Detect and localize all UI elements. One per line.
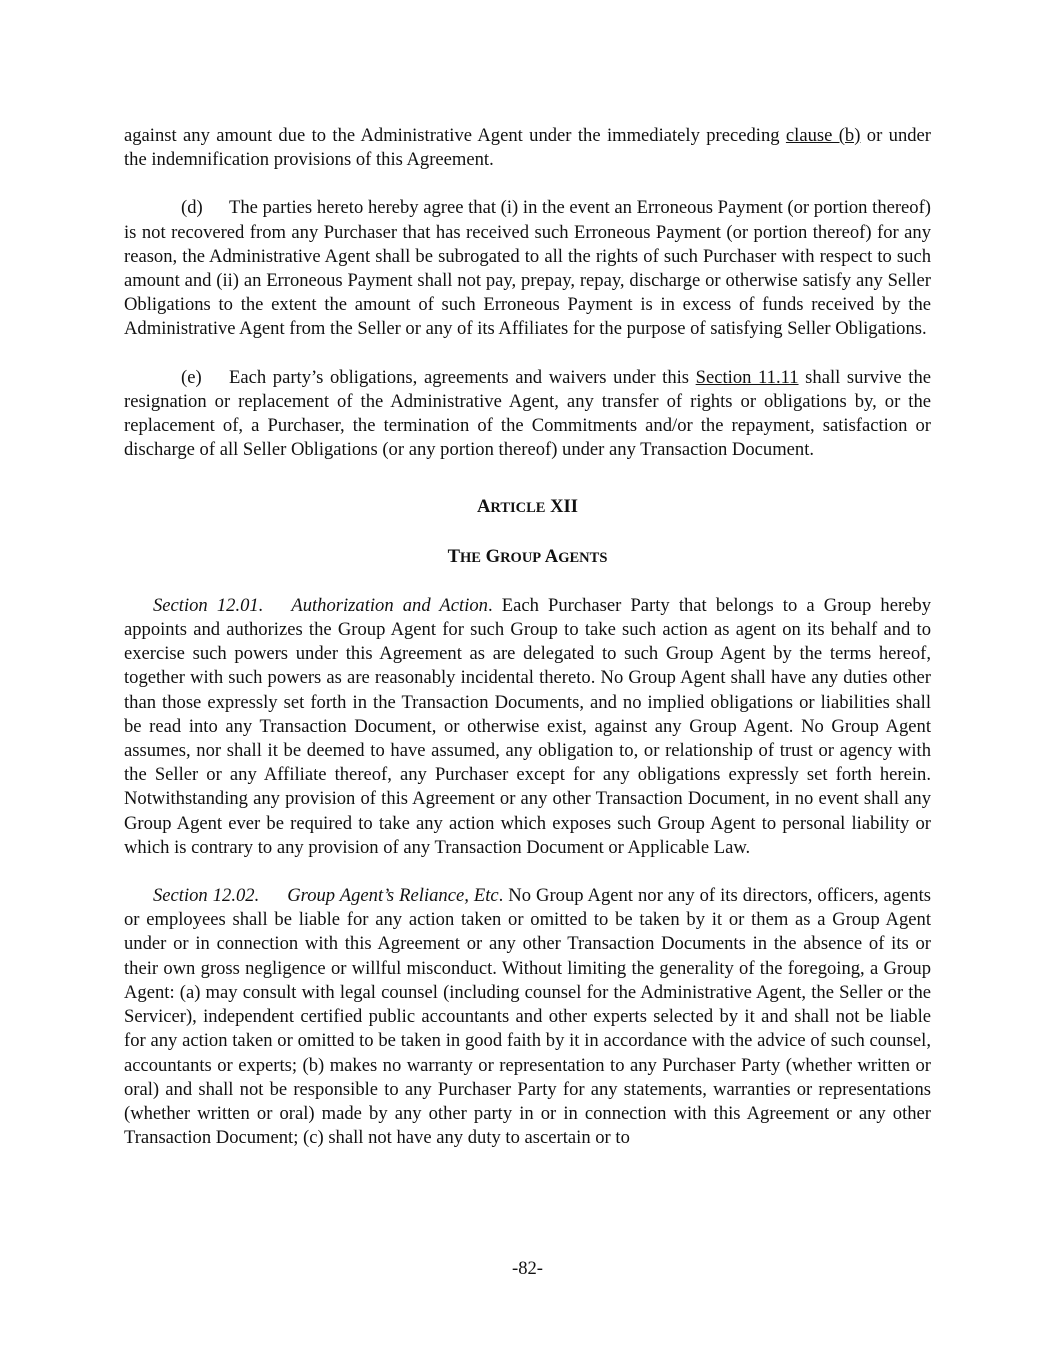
section-12-02-title: Group Agent’s Reliance, Etc xyxy=(287,885,499,907)
paragraph-e-text-1: Each party’s obligations, agreements and waivers under this xyxy=(229,366,696,388)
page-number: -82- xyxy=(512,1258,543,1279)
section-11-11-reference: Section 11.11 xyxy=(695,366,799,388)
paragraph-c-text-1: against any amount due to the Administrative Agent under the immediately preceding xyxy=(124,125,786,146)
article-title-small-2: ROUP xyxy=(500,549,542,566)
section-12-01 xyxy=(124,594,931,860)
paragraph-d xyxy=(124,196,931,341)
article-title-cap-2: G xyxy=(480,545,501,567)
section-12-01-text: . Each Purchaser Party that belongs to a Group hereby appoints and authorizes the Group Agent for such Group to take such action as agent on its behalf and to exercise such powers under this Agreement as are delegated to such Group Agent by the terms hereof, together with such powers as are reasonably incidental thereto. No Group Agent shall have any duties other than those expressly set forth in the Transaction Documents, and no implied obligations or liabilities shall be read into any Transaction Document, or otherwise exist, against any Group Agent. No Group Agent assumes, nor shall it be deemed to have assumed, any obligation to, or relationship of trust or agency with the Seller or any Affiliate thereof, any Purchaser except for any obligations expressly set forth herein. Notwithstanding any provision of this Agreement or any other Transaction Document, in no event shall any Group Agent ever be required to take any action which exposes such Group Agent to personal liability or which is contrary to any provision of any Transaction Document or Applicable Law. xyxy=(124,594,931,858)
article-heading-small: RTICLE xyxy=(490,500,546,517)
paragraph-e xyxy=(124,366,931,463)
paragraph-d-number: (d) xyxy=(181,197,203,219)
paragraph-e-number: (e) xyxy=(181,366,202,388)
clause-b-reference: clause (b) xyxy=(785,125,861,146)
article-title-small-1: HE xyxy=(460,549,481,566)
article-heading xyxy=(124,495,931,520)
article-title xyxy=(124,545,931,570)
section-12-01-number: Section 12.01. xyxy=(153,594,264,616)
section-12-02 xyxy=(124,884,931,1150)
paragraph-d-text: The parties hereto hereby agree that (i) in the event an Erroneous Payment (or portion thereof) is not recovered from any Purchaser that has received such Erroneous Payment (or portion thereof) for any reason, the Administrative Agent shall be subrogated to all the rights of such Purchaser with respect to such amount and (ii) an Erroneous Payment shall not pay, prepay, repay, discharge or otherwise satisfy any Seller Obligations to the extent the amount of such Erroneous Payment is in excess of funds received by the Administrative Agent from the Seller or any of its Affiliates for the purpose of satisfying Seller Obligations. xyxy=(124,197,931,340)
article-title-small-3: GENTS xyxy=(558,549,608,566)
article-title-cap-1: T xyxy=(447,545,460,567)
paragraph-c-continuation xyxy=(124,124,931,172)
section-12-02-number: Section 12.02. xyxy=(153,885,260,907)
article-heading-cap: A xyxy=(476,496,491,518)
paragraph-c-text-2: or under the indemnification provisions of this Agreement. xyxy=(124,125,931,171)
article-title-cap-3: A xyxy=(541,545,559,567)
article-heading-number: XII xyxy=(545,496,579,518)
section-12-01-title: Authorization and Action xyxy=(291,594,488,616)
paragraph-e-text-2: shall survive the resignation or replacement of the Administrative Agent, any transfer of rights or obligations by, or the replacement of, a Purchaser, the termination of the Commitments and/or the repayment, satisfaction or discharge of all Seller Obligations (or any portion thereof) under any Transaction Document. xyxy=(124,366,931,461)
document-page xyxy=(124,124,931,1150)
section-12-02-text: . No Group Agent nor any of its directors, officers, agents or employees shall be liable for any action taken or omitted to be taken by it or them as a Group Agent under or in connection with this Agreement or any other Transaction Documents in the absence of its or their own gross negligence or willful misconduct. Without limiting the generality of the foregoing, a Group Agent: (a) may consult with legal counsel (including counsel for the Administrative Agent, the Seller or the Servicer), independent certified public accountants and other experts selected by it and shall not be liable for any action taken or omitted to be taken in good faith by it in accordance with the advice of such counsel, accountants or experts; (b) makes no warranty or representation to any Purchaser Party (whether written or oral) and shall not be responsible to any Purchaser Party for any statements, warranties or representations (whether written or oral) made by any other party in or in connection with this Agreement or any other Transaction Document; (c) shall not have any duty to ascertain or to xyxy=(124,885,932,1149)
